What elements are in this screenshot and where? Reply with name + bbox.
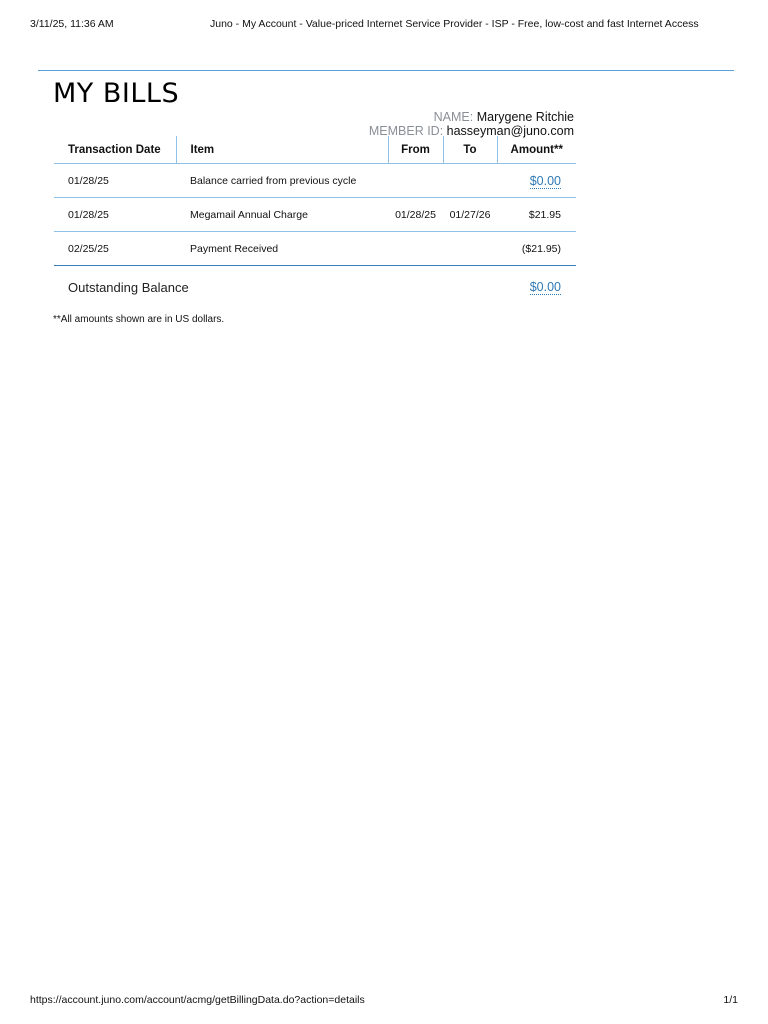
member-name-label: NAME: — [433, 110, 474, 124]
top-divider — [38, 70, 734, 71]
table-header-row — [54, 136, 576, 164]
currency-footnote: **All amounts shown are in US dollars. — [53, 314, 225, 325]
table-row — [54, 232, 576, 266]
member-info — [369, 110, 574, 138]
header-from: From — [388, 136, 443, 164]
header-item: Item — [176, 136, 388, 164]
outstanding-balance-link[interactable]: $0.00 — [529, 280, 561, 294]
row-amount-cell — [497, 164, 576, 198]
bills-table — [54, 136, 576, 266]
header-transaction-date: Transaction Date — [54, 136, 176, 164]
row-item: Payment Received — [176, 232, 388, 266]
row-item: Balance carried from previous cycle — [176, 164, 388, 198]
outstanding-balance-label: Outstanding Balance — [68, 280, 189, 295]
print-header — [30, 18, 738, 34]
header-amount: Amount** — [497, 136, 576, 164]
row-to — [443, 164, 497, 198]
row-date: 02/25/25 — [54, 232, 176, 266]
print-page-number: 1/1 — [723, 994, 738, 1006]
member-name-line — [369, 110, 574, 124]
row-amount: $21.95 — [497, 198, 576, 232]
row-to — [443, 232, 497, 266]
member-id: hasseyman@juno.com — [446, 124, 574, 138]
row-to: 01/27/26 — [443, 198, 497, 232]
header-to: To — [443, 136, 497, 164]
row-from: 01/28/25 — [388, 198, 443, 232]
print-page-title: Juno - My Account - Value-priced Internet Service Provider - ISP - Free, low-cost and fast Internet Access — [210, 18, 699, 30]
table-row — [54, 198, 576, 232]
print-url: https://account.juno.com/account/acmg/getBillingData.do?action=details — [30, 994, 365, 1006]
page-title: MY BILLS — [53, 78, 180, 109]
row-amount-link[interactable]: $0.00 — [529, 173, 561, 188]
row-from — [388, 164, 443, 198]
member-id-label: MEMBER ID: — [368, 124, 444, 138]
member-name: Marygene Ritchie — [476, 110, 574, 124]
table-row — [54, 164, 576, 198]
print-datetime: 3/11/25, 11:36 AM — [30, 18, 114, 30]
row-date: 01/28/25 — [54, 198, 176, 232]
row-amount: ($21.95) — [497, 232, 576, 266]
row-item: Megamail Annual Charge — [176, 198, 388, 232]
print-footer — [30, 994, 738, 1008]
row-from — [388, 232, 443, 266]
row-date: 01/28/25 — [54, 164, 176, 198]
outstanding-balance-row — [54, 276, 576, 300]
